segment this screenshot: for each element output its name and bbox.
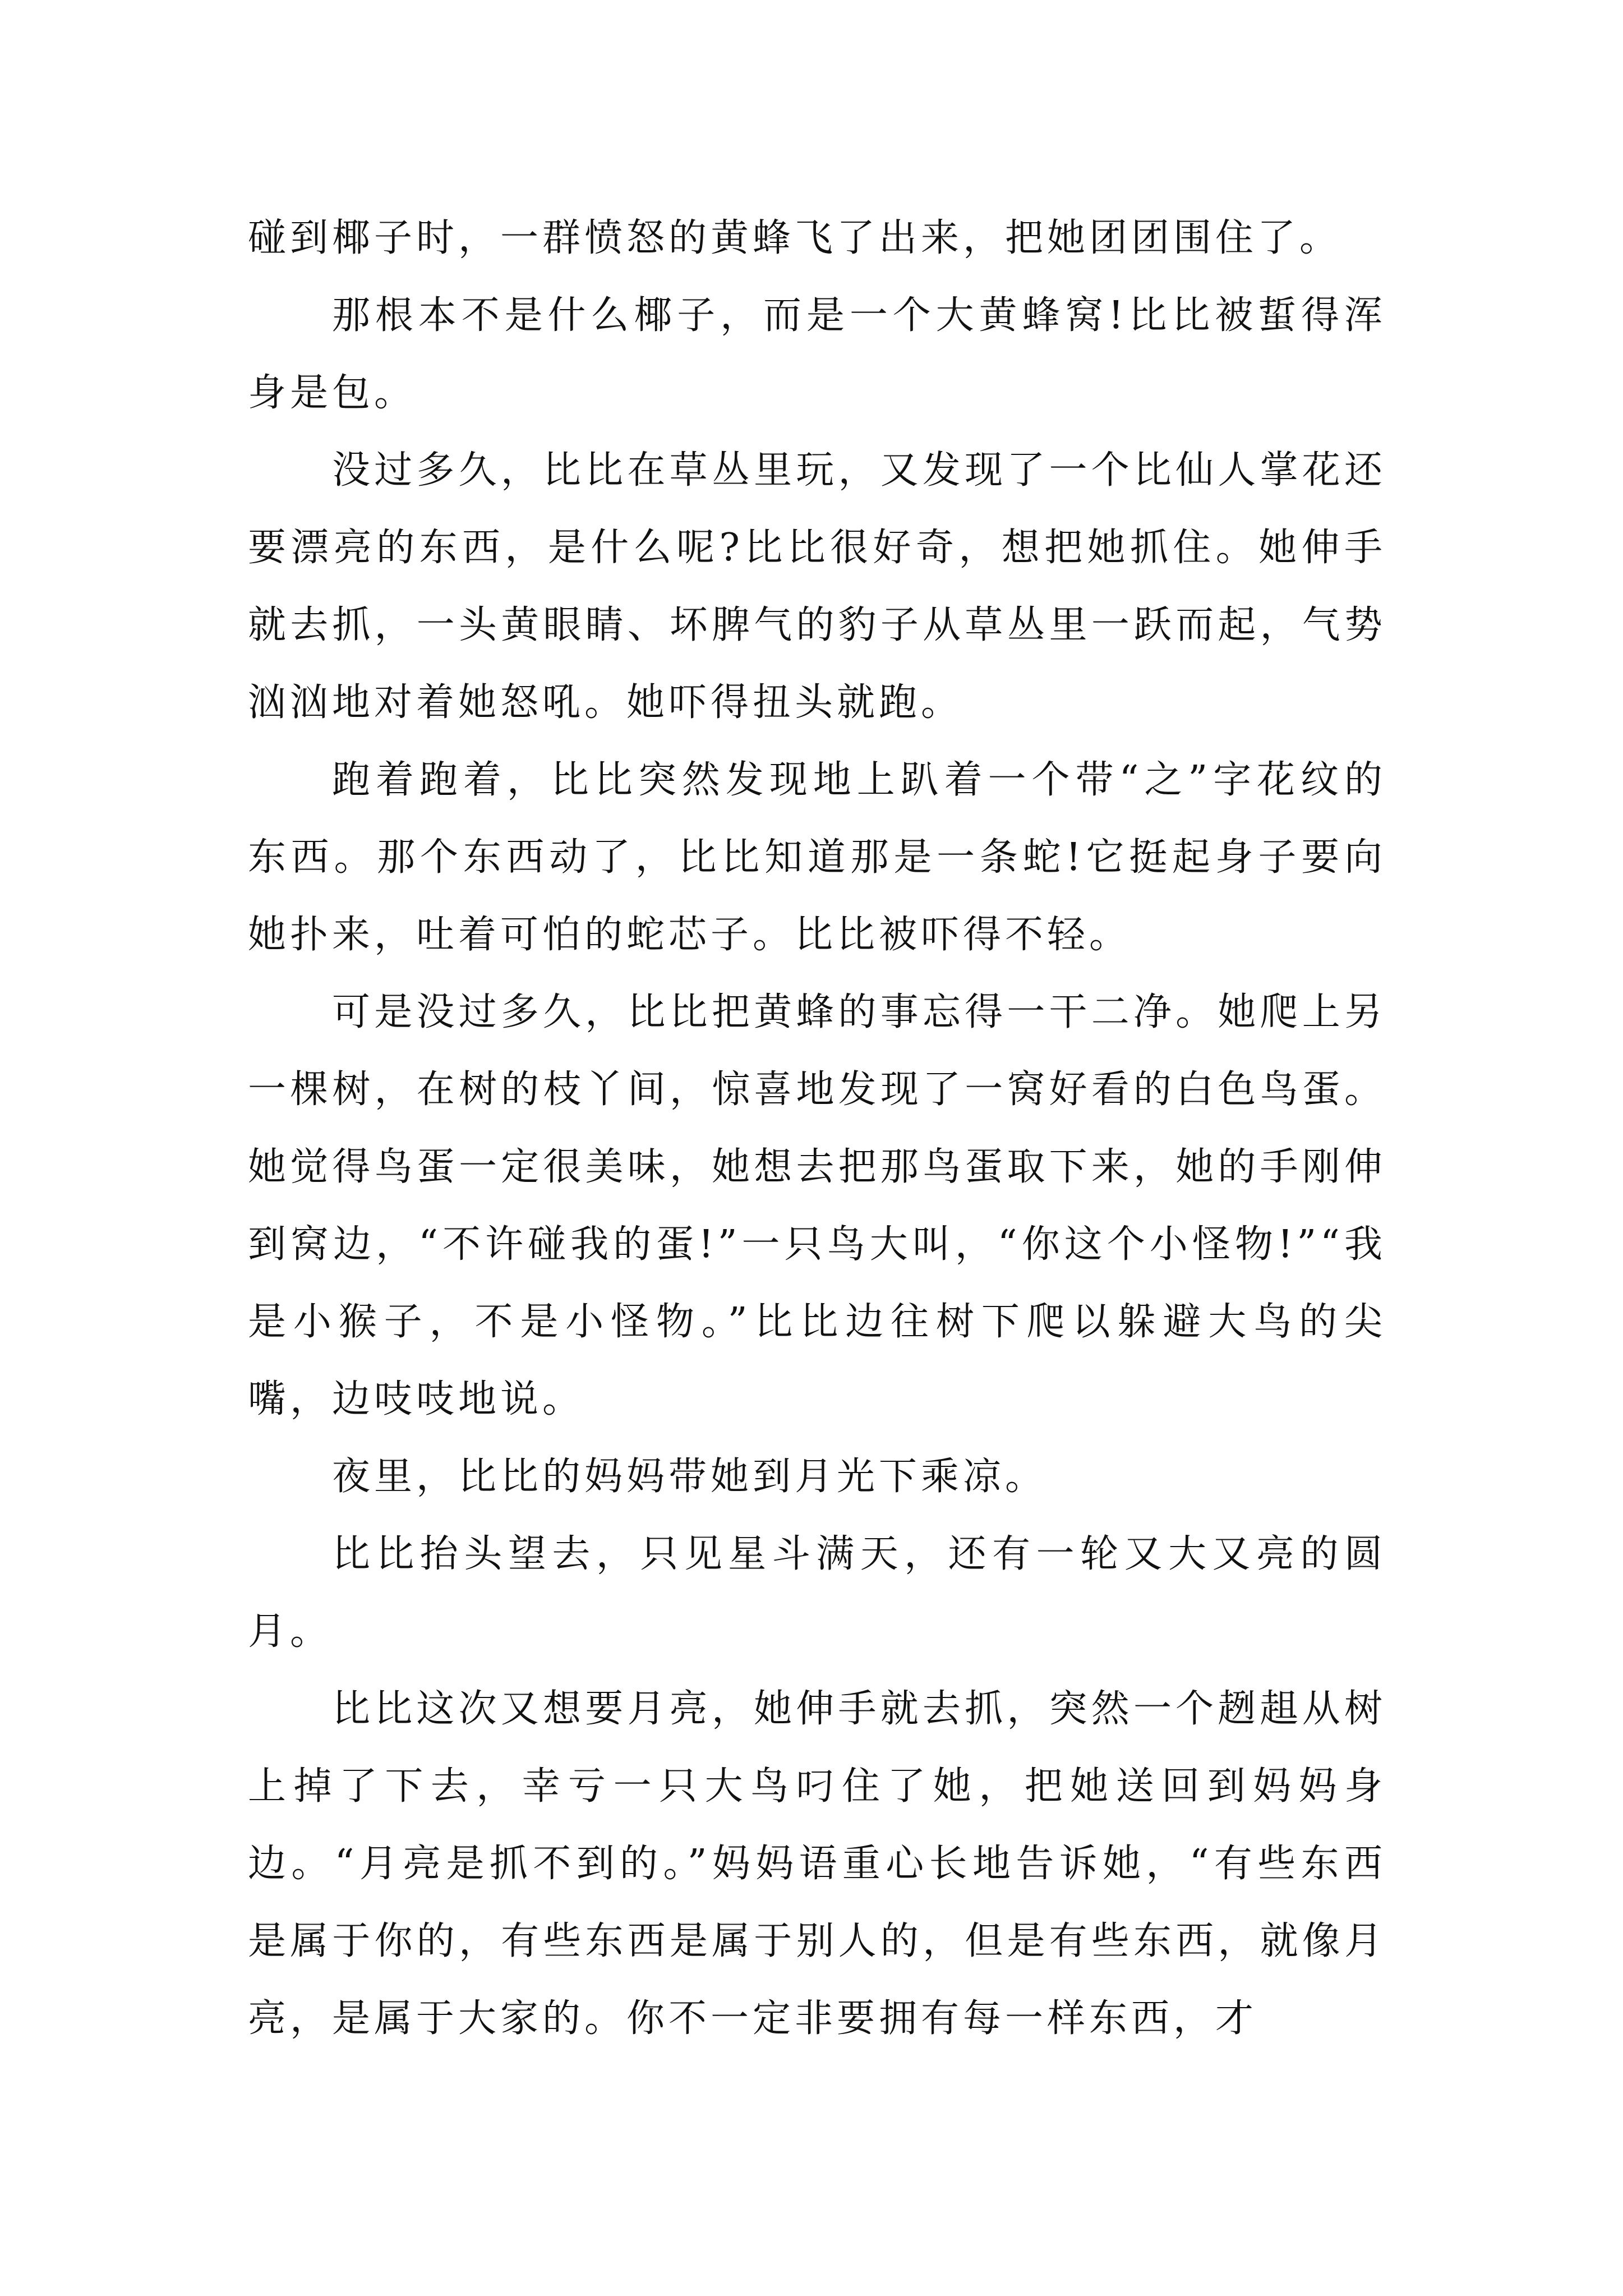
paragraph-2: 那根本不是什么椰子，而是一个大黄蜂窝!比比被蜇得浑身是包。 <box>248 293 1386 415</box>
paragraph-5: 可是没过多久，比比把黄蜂的事忘得一干二净。她爬上另一棵树，在树的枝丫间，惊喜地发现了一窝好看的白色鸟蛋。她觉得鸟蛋一定很美味，她想去把那鸟蛋取下来，她的手刚伸到窝边，“不许碰我的蛋!”一只鸟大叫，“你这个小怪物!”“我是小猴子，不是小怪物。”比比边往树下爬以躲避大鸟的尖嘴，边吱吱地说。 <box>248 990 1386 1421</box>
paragraph-3: 没过多久，比比在草丛里玩，又发现了一个比仙人掌花还要漂亮的东西，是什么呢?比比很好奇，想把她抓住。她伸手就去抓，一头黄眼睛、坏脾气的豹子从草丛里一跃而起，气势汹汹地对着她怒吼。她吓得扭头就跑。 <box>248 448 1386 725</box>
paragraph-6: 夜里，比比的妈妈带她到月光下乘凉。 <box>332 1455 1048 1499</box>
paragraph-4: 跑着跑着，比比突然发现地上趴着一个带“之”字花纹的东西。那个东西动了，比比知道那是一条蛇!它挺起身子要向她扑来，吐着可怕的蛇芯子。比比被吓得不轻。 <box>248 758 1386 957</box>
story-text <box>248 200 1386 2058</box>
paragraph-1: 碰到椰子时，一群愤怒的黄蜂飞了出来，把她团团围住了。 <box>248 216 1342 260</box>
paragraph-8: 比比这次又想要月亮，她伸手就去抓，突然一个趔趄从树上掉了下去，幸亏一只大鸟叼住了她，把她送回到妈妈身边。“月亮是抓不到的。”妈妈语重心长地告诉她，“有些东西是属于你的，有些东西是属于别人的，但是有些东西，就像月亮，是属于大家的。你不一定非要拥有每一样东西，才 <box>248 1687 1386 2041</box>
paragraph-7: 比比抬头望去，只见星斗满天，还有一轮又大又亮的圆月。 <box>248 1532 1386 1654</box>
